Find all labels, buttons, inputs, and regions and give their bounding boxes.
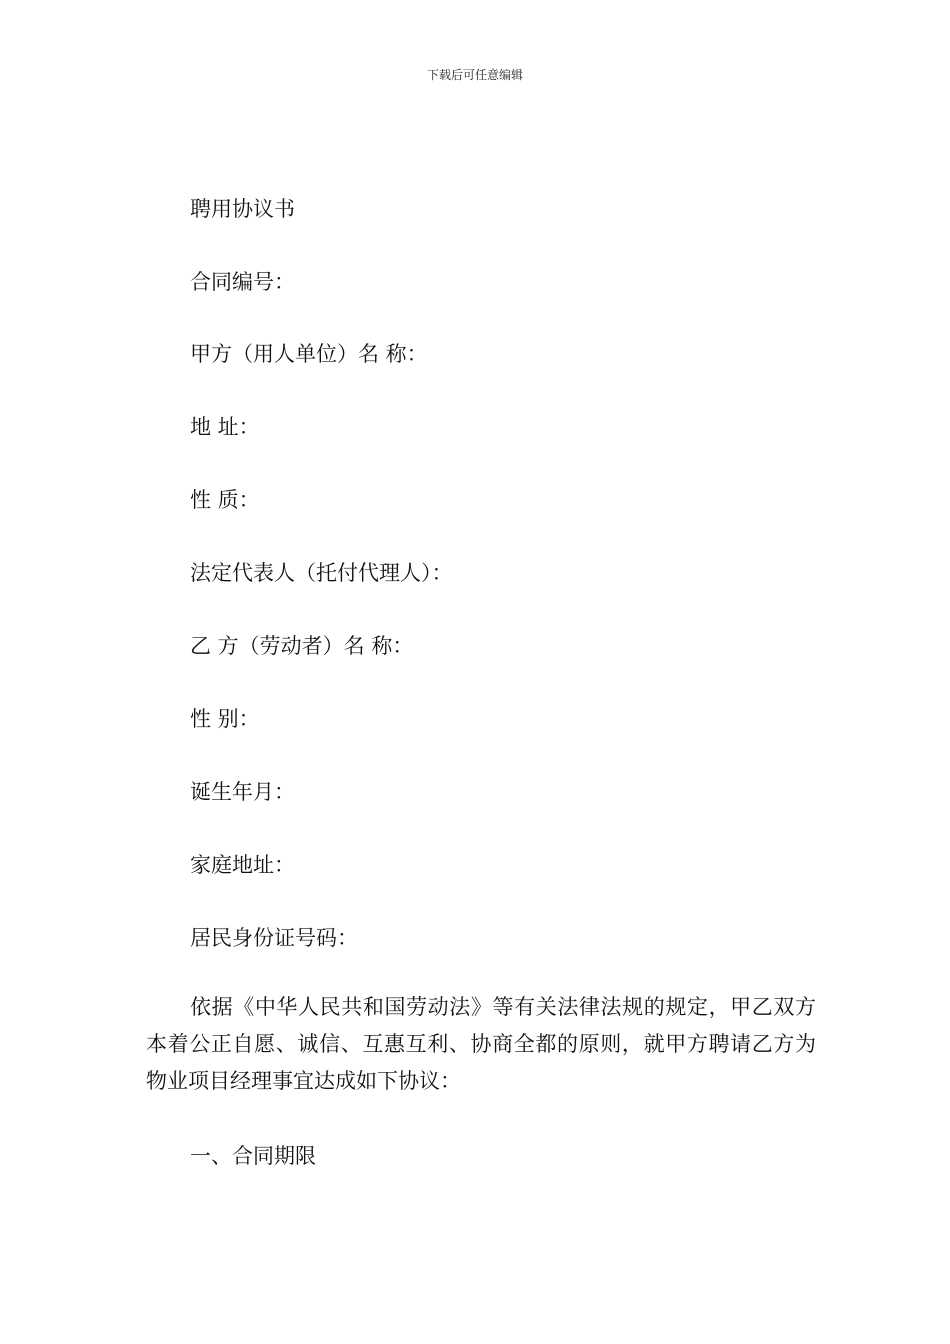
field-home-address: 家庭地址：	[190, 853, 295, 877]
field-party-b-name: 乙 方（劳动者）名 称：	[190, 634, 414, 658]
field-nature: 性 质：	[190, 488, 260, 512]
field-birth-date: 诞生年月：	[190, 780, 295, 804]
section-heading-contract-term: 一、合同期限	[190, 1144, 316, 1168]
field-party-a-name: 甲方（用人单位）名 称：	[190, 342, 428, 366]
field-address: 地 址：	[190, 415, 260, 439]
document-title: 聘用协议书	[190, 197, 295, 221]
field-contract-number: 合同编号：	[190, 270, 295, 294]
field-id-number: 居民身份证号码：	[190, 926, 358, 950]
intro-paragraph: 依据《中华人民共和国劳动法》等有关法律法规的规定，甲乙双方本着公正自愿、诚信、互惠互利、协商全都的原则，就甲方聘请乙方为 物业项目经理事宜达成如下协议：	[146, 995, 816, 1093]
field-gender: 性 别：	[190, 707, 260, 731]
field-legal-representative: 法定代表人（托付代理人）：	[190, 561, 453, 585]
header-note: 下载后可任意编辑	[426, 68, 523, 82]
